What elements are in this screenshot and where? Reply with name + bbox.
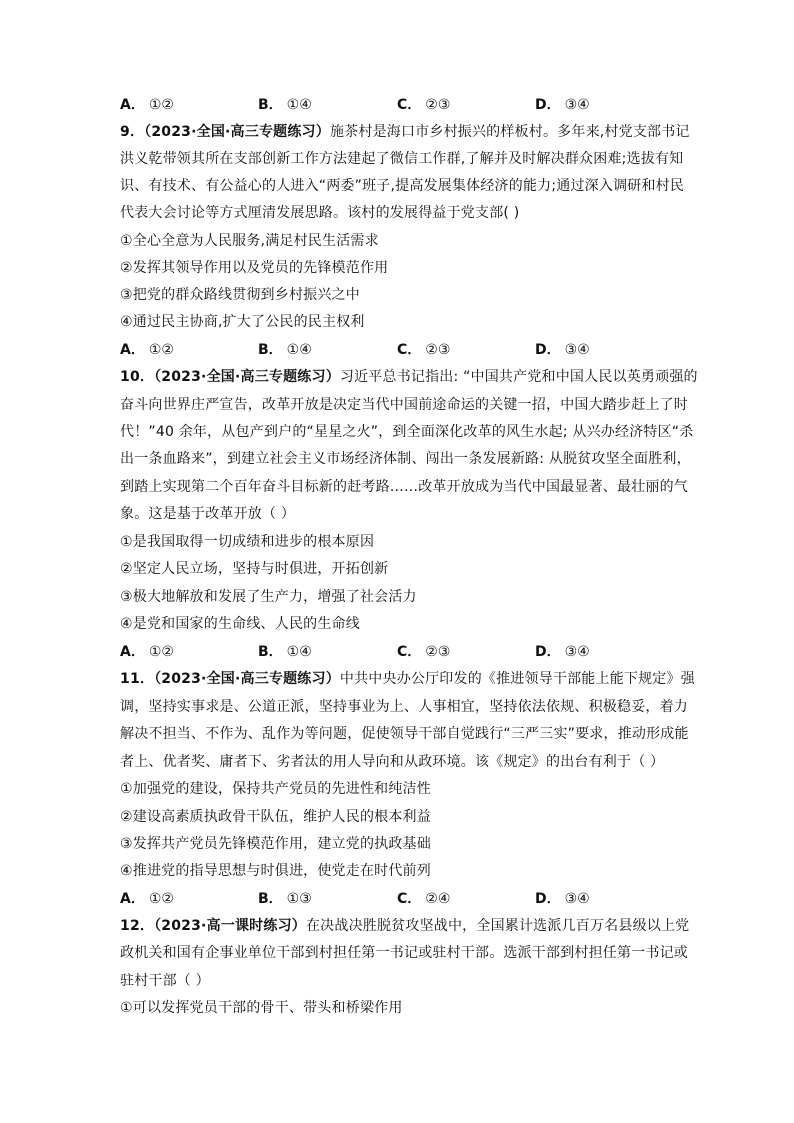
q11-stem-line-4: 者上、优者奖、庸者下、劣者汰的用人导向和从政环境。该《规定》的出台有利于（ ） <box>120 754 665 770</box>
q10-stem-line-2: 奋斗向世界庄严宣告，改革开放是决定当代中国前途命运的关键一招，中国大踏步赶上了时 <box>120 397 688 413</box>
q9-option-a[interactable]: A． ①② <box>120 342 174 358</box>
q10-stem-line-5: 到踏上实现第二个百年奋斗目标新的赶考路……改革开放成为当代中国最显著、最壮丽的气 <box>120 479 688 495</box>
q9-item-2: ②发挥其领导作用以及党员的先锋模范作用 <box>120 260 389 276</box>
q9-stem-line-4: 代表大会讨论等方式厘清发展思路。该村的发展得益于党支部( ) <box>120 205 520 221</box>
q11-stem-line-3: 解决不担当、不作为、乱作为等问题，促使领导干部自觉践行“三严三实”要求，推动形成能 <box>120 726 689 742</box>
q11-item-2: ②建设高素质执政骨干队伍，维护人民的根本利益 <box>120 809 431 825</box>
q10-options <box>120 641 640 663</box>
q9-options <box>120 339 640 361</box>
q9-stem-line-3: 识、有技术、有公益心的人进入“两委”班子,提高发展集体经济的能力;通过深入调研和村民 <box>120 178 685 194</box>
q11-item-3: ③发挥共产党员先锋模范作用，建立党的执政基础 <box>120 836 431 852</box>
q10-option-d[interactable]: D． ③④ <box>535 644 590 660</box>
options-row-prev <box>120 94 640 116</box>
q9-option-b[interactable]: B． ①④ <box>258 342 312 358</box>
q10-item-1: ①是我国取得一切成绩和进步的根本原因 <box>120 534 375 550</box>
q11-option-d[interactable]: D． ③④ <box>535 891 590 907</box>
q10-option-b[interactable]: B． ①④ <box>258 644 312 660</box>
q9-item-4: ④通过民主协商,扩大了公民的民主权利 <box>120 314 365 330</box>
q11-stem-line-2: 调，坚持实事求是、公道正派，坚持事业为上、人事相宜，坚持依法依规、积极稳妥，着力 <box>120 699 688 715</box>
option-d[interactable]: D． ③④ <box>535 97 590 113</box>
q12-stem-line-2: 政机关和国有企事业单位干部到村担任第一书记或驻村干部。选派干部到村担任第一书记或 <box>120 945 688 961</box>
q11-options <box>120 888 640 910</box>
q12-item-1: ①可以发挥党员干部的骨干、带头和桥梁作用 <box>120 1000 403 1016</box>
q9-option-c[interactable]: C． ②③ <box>397 342 451 358</box>
q10-stem-line-4: 出一条血路来”，到建立社会主义市场经济体制、闯出一条发展新路: 从脱贫攻坚全面胜利， <box>120 451 691 467</box>
q12-stem-line-1: 12．（2023·高一课时练习）在决战决胜脱贫攻坚战中，全国累计选派几百万名县级以上党 <box>120 918 690 934</box>
q10-stem-line-6: 象。这是基于改革开放（ ） <box>120 506 296 522</box>
q11-option-a[interactable]: A． ①② <box>120 891 174 907</box>
q9-stem-line-1: 9．（2023·全国·高三专题练习）施茶村是海口市乡村振兴的样板村。多年来,村党支部书记 <box>120 124 690 140</box>
option-a[interactable]: A． ①② <box>120 97 174 113</box>
q9-item-1: ①全心全意为人民服务,满足村民生活需求 <box>120 233 379 249</box>
option-b[interactable]: B． ①④ <box>258 97 312 113</box>
q10-stem-line-1: 10．（2023·全国·高三专题练习）习近平总书记指出: “中国共产党和中国人民以英勇顽强的 <box>120 369 698 385</box>
q9-option-d[interactable]: D． ③④ <box>535 342 590 358</box>
q11-item-4: ④推进党的指导思想与时俱进，使党走在时代前列 <box>120 863 431 879</box>
q10-item-2: ②坚定人民立场，坚持与时俱进，开拓创新 <box>120 561 389 577</box>
q12-stem-line-3: 驻村干部（ ） <box>120 973 210 989</box>
q11-option-b[interactable]: B． ①③ <box>258 891 312 907</box>
option-c[interactable]: C． ②③ <box>397 97 451 113</box>
q10-option-a[interactable]: A． ①② <box>120 644 174 660</box>
q11-item-1: ①加强党的建设，保持共产党员的先进性和纯洁性 <box>120 781 431 797</box>
q10-item-3: ③极大地解放和发展了生产力，增强了社会活力 <box>120 589 417 605</box>
q10-stem-line-3: 代！”40 余年，从包产到户的“星星之火”，到全面深化改革的风生水起; 从兴办经济特区“杀 <box>120 424 694 440</box>
q9-stem-line-2: 洪义乾带领其所在支部创新工作方法建起了微信工作群,了解并及时解决群众困难;选拔有知 <box>120 151 684 167</box>
q11-stem-line-1: 11．（2023·全国·高三专题练习）中共中央办公厅印发的《推进领导干部能上能下规定》强 <box>120 671 695 687</box>
q10-item-4: ④是党和国家的生命线、人民的生命线 <box>120 616 360 632</box>
q9-item-3: ③把党的群众路线贯彻到乡村振兴之中 <box>120 287 360 303</box>
q10-option-c[interactable]: C． ②③ <box>397 644 451 660</box>
q11-option-c[interactable]: C． ②④ <box>397 891 451 907</box>
